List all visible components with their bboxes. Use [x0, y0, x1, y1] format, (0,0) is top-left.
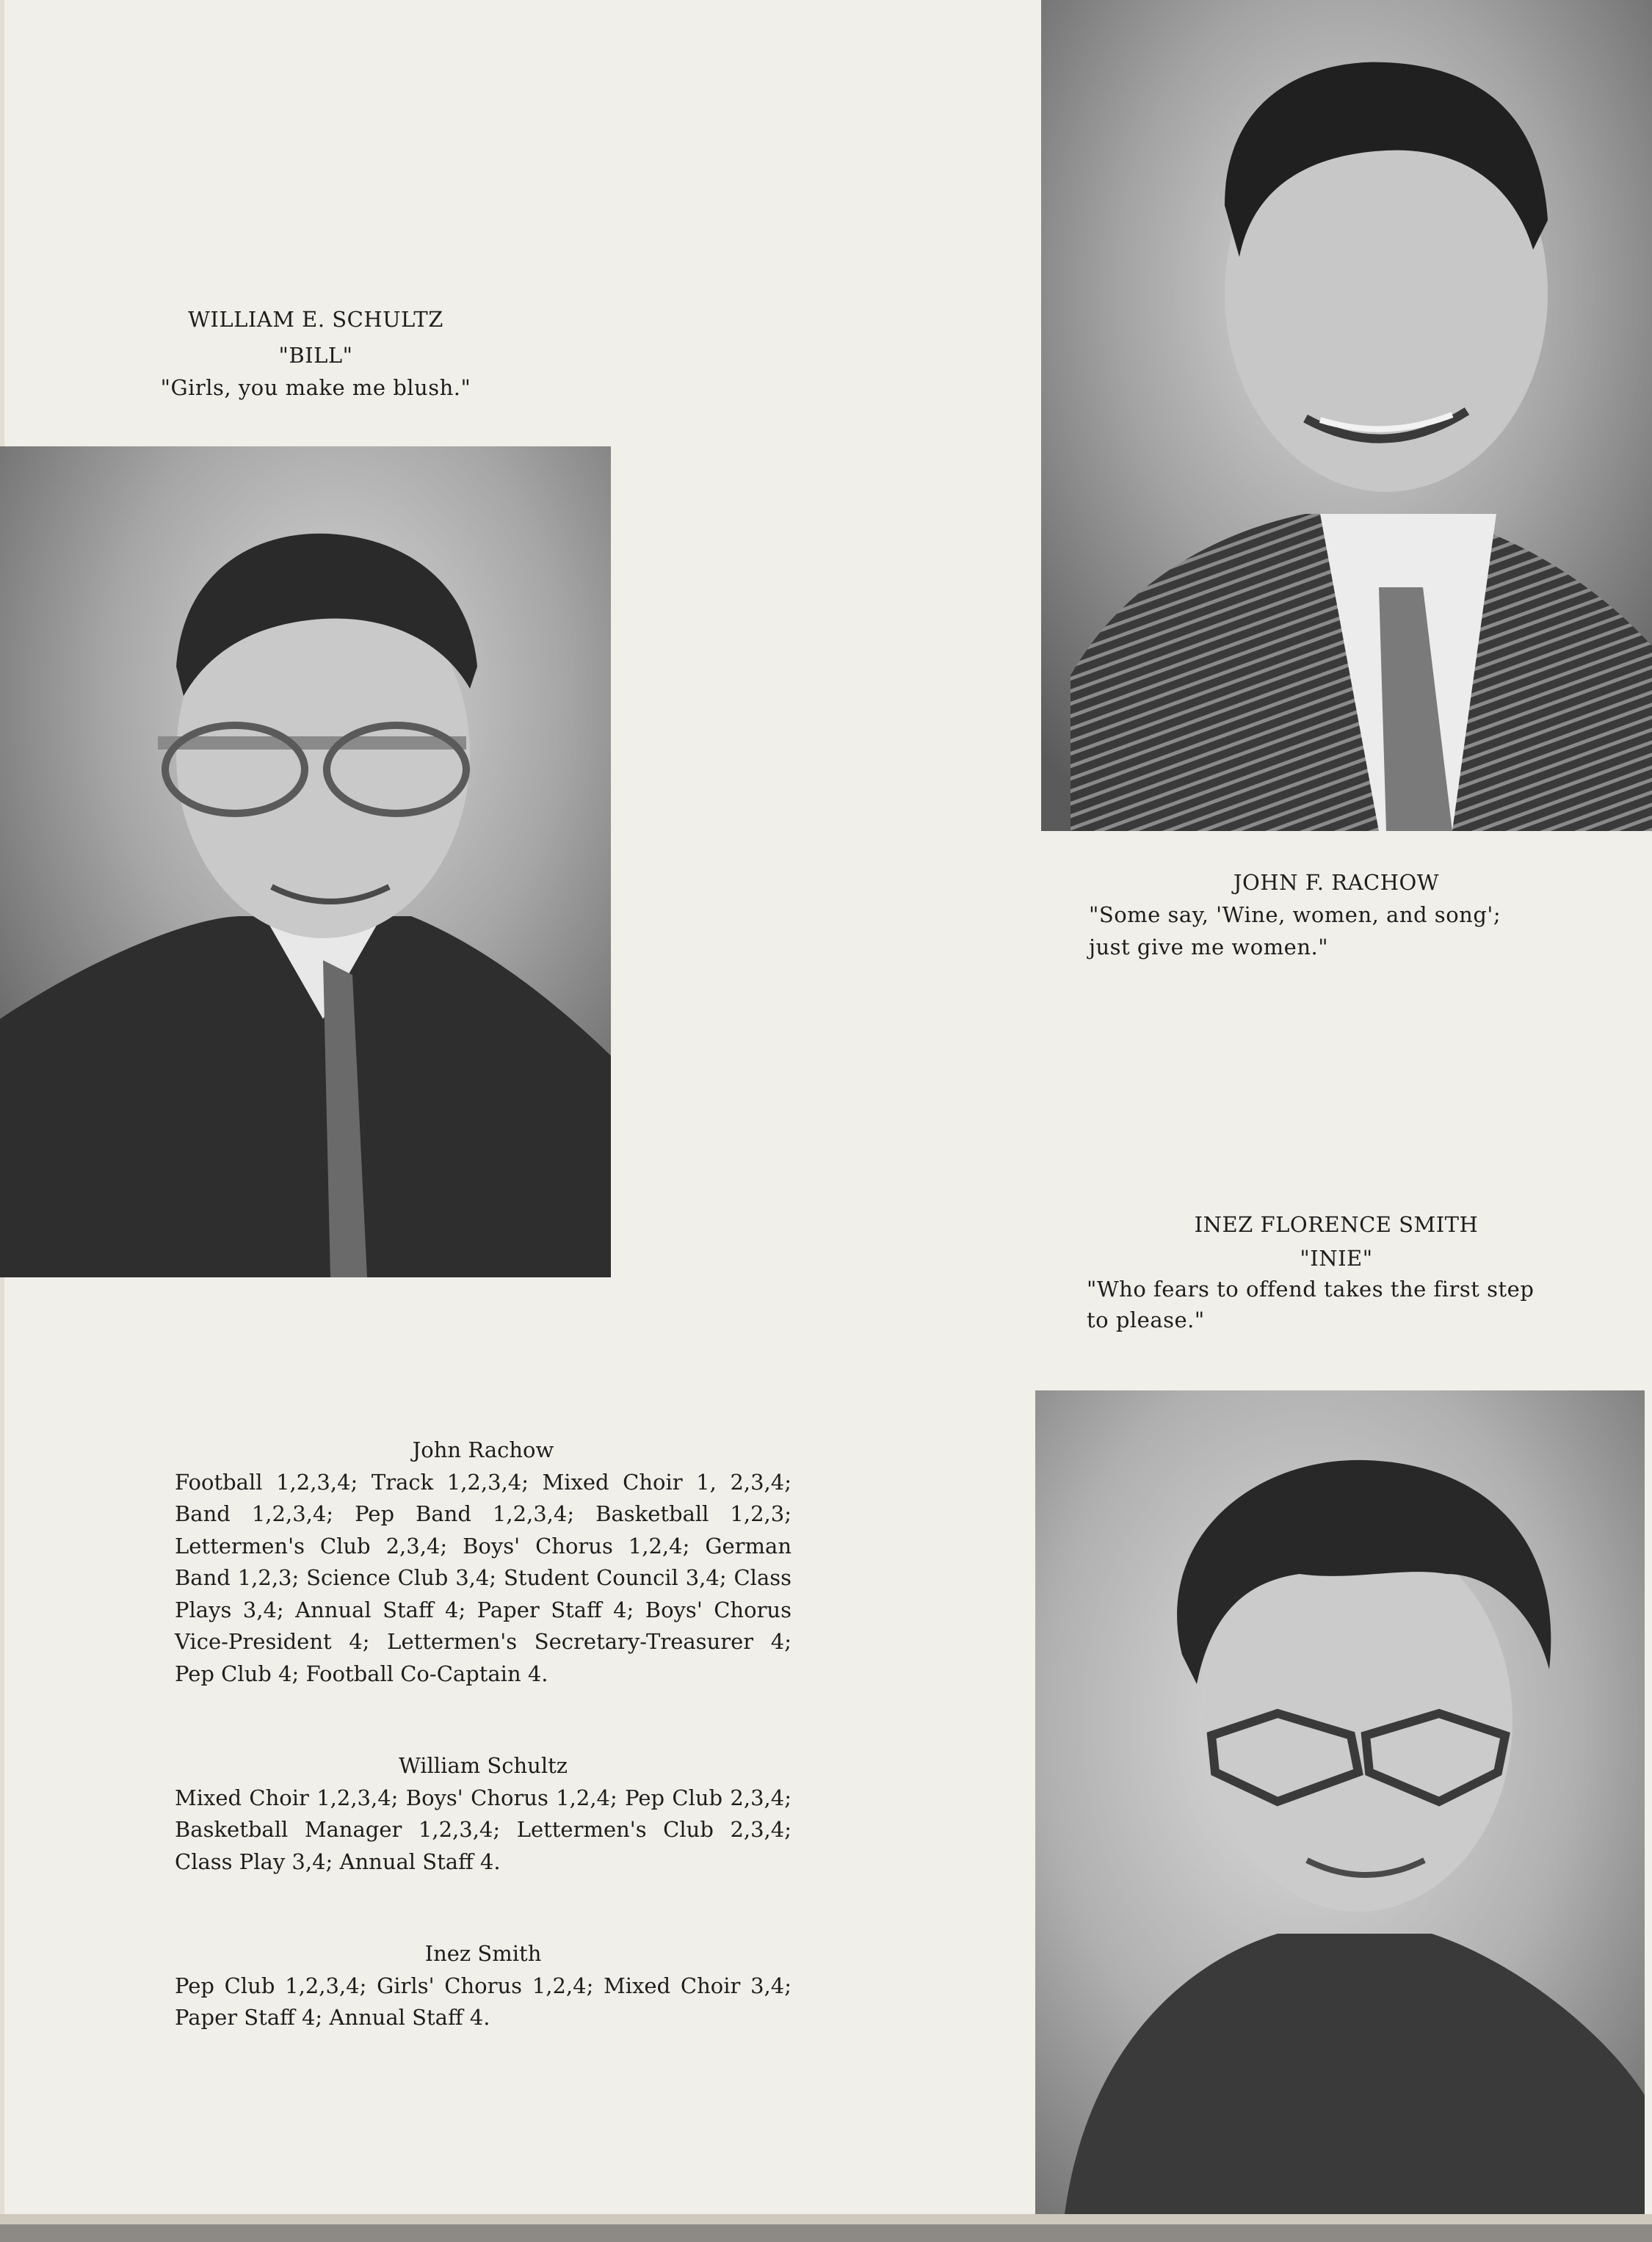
student-quote-rachow-line1: "Some say, 'Wine, women, and song';	[1089, 902, 1501, 927]
student-name-rachow: JOHN F. RACHOW	[1233, 870, 1440, 895]
student-nickname-smith: "INIE"	[1300, 1246, 1373, 1271]
portrait-photo-rachow	[1041, 0, 1652, 831]
activities-name: John Rachow	[412, 1437, 554, 1462]
student-quote-rachow-line2: just give me women."	[1089, 935, 1329, 959]
activities-list: Pep Club 1,2,3,4; Girls' Chorus 1,2,4; Mixed Choir 3,4; Paper Staff 4; Annual Staff 4.	[175, 1973, 791, 2030]
activities-list: Mixed Choir 1,2,3,4; Boys' Chorus 1,2,4; Pep Club 2,3,4; Basketball Manager 1,2,3,4; Lettermen's Club 2,3,4; Class Play 3,4; Annual Staff 4.	[175, 1785, 791, 1874]
student-quote-schultz: "Girls, you make me blush."	[160, 375, 471, 400]
activities-smith	[175, 1938, 791, 2034]
activities-list: Football 1,2,3,4; Track 1,2,3,4; Mixed Choir 1, 2,3,4; Band 1,2,3,4; Pep Band 1,2,3,4; Basketball 1,2,3; Lettermen's Club 2,3,4; Boys' Chorus 1,2,4; German Band 1,2,3; Science Club 3,4; Student Council 3,4; Class Plays 3,4; Annual Staff 4; Paper Staff 4; Boys' Chorus Vice-President 4; Lettermen's Secretary-Treasurer 4; Pep Club 4; Football Co-Captain 4.	[175, 1469, 791, 1686]
student-quote-smith-line2: to please."	[1087, 1307, 1205, 1332]
student-quote-smith-line1: "Who fears to offend takes the first step	[1087, 1277, 1535, 1302]
student-nickname-schultz: "BILL"	[278, 343, 353, 368]
activities-name: Inez Smith	[424, 1941, 542, 1966]
portrait-photo-smith	[1035, 1390, 1645, 2214]
activities-rachow	[175, 1434, 791, 1690]
page-edge	[0, 2224, 1652, 2242]
student-name-schultz: WILLIAM E. SCHULTZ	[188, 307, 443, 332]
activities-schultz	[175, 1750, 791, 1878]
student-name-smith: INEZ FLORENCE SMITH	[1194, 1212, 1479, 1237]
portrait-photo-schultz	[0, 446, 611, 1277]
activities-name: William Schultz	[398, 1753, 568, 1778]
